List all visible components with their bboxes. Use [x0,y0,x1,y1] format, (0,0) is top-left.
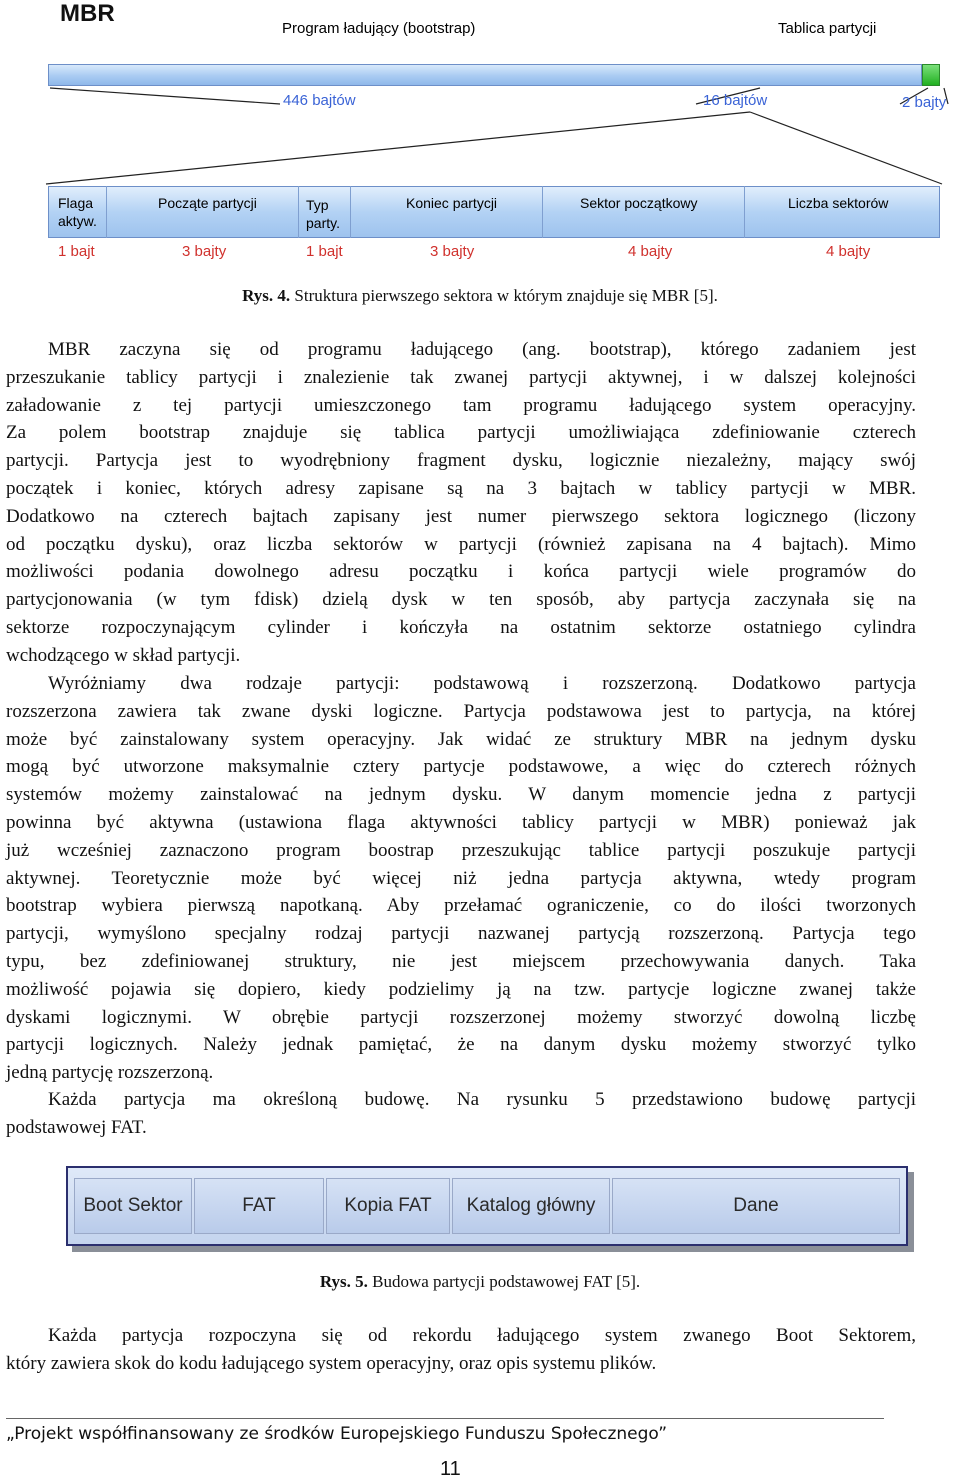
size-table: 16 bajtów [703,92,768,109]
footer-divider [6,1418,884,1419]
text-line: sektorze rozpoczynającym cylinder i kończyła na ostatnim sektorze ostatniego cylindra [6,616,916,638]
fat-cell-root-directory: Katalog główny [452,1178,610,1234]
figure-caption-4 [0,286,960,306]
field-divider [350,186,351,238]
text-line: załadowanie z tej partycji umieszczonego tam programu ładującego system operacyjny. [6,394,916,416]
text-line: możliwości podania dowolnego adresu początku i końca partycji wiele programów do [6,561,916,583]
text-line: jedną partycję rozszerzoną. [6,1062,214,1084]
partition-table-label: Tablica partycji [778,20,877,37]
field-divider [298,186,299,238]
figure-caption-5 [0,1272,960,1292]
field-label-partition-start: Począte partycji [158,195,257,211]
mbr-title: MBR [60,0,115,27]
field-label-start-sector: Sektor początkowy [580,195,698,211]
fat-cell-boot-sector: Boot Sektor [74,1178,192,1234]
bootstrap-label: Program ładujący (bootstrap) [282,20,476,37]
text-line: Dodatkowo na czterech bajtach zapisany jest numer pierwszego sektora logicznego (liczony [6,505,916,527]
text-line: partycji. Partycja jest to wyodrębniony fragment dysku, logicznie niezależny, mający swój [6,450,916,472]
field-label-partition-end: Koniec partycji [406,195,498,211]
field-size-sector-count: 4 bajty [826,243,871,260]
text-line: partycji, wymyślono specjalny rodzaj partycji nazwanej partycją rozszerzoną. Partycja tego [6,923,916,945]
text-line: już wcześniej zaznaczono program boostrap przeszukując tablice partycji poszukuje partycji [6,839,916,861]
text-line: Każda partycja rozpoczyna się od rekordu ładującego system zwanego Boot Sektorem, [48,1325,916,1346]
paragraph-partition-types [6,670,916,1087]
field-divider [542,186,543,238]
text-line: Wyróżniamy dwa rodzaje partycji: podstawową i rozszerzoną. Dodatkowo partycja [48,673,916,694]
footer-text: „Projekt współfinansowany ze środków Europejskiego Funduszu Społecznego” [6,1424,668,1444]
fat-cell-fat: FAT [194,1178,324,1234]
paragraph-mbr [6,336,916,670]
text-line: aktywnej. Teoretycznie może być więcej niż jedna partycja aktywna, wtedy program [6,867,916,889]
text-line: bootstrap wybiera pierwszą napotkaną. Aby przełamać ograniczenie, co do ilości tworzonych [6,895,916,917]
size-bootstrap: 446 bajtów [283,92,356,109]
field-size-start-sector: 4 bajty [628,243,673,260]
text-line: który zawiera skok do kodu ładującego system operacyjny, oraz opis systemu plików. [6,1352,657,1374]
text-line: partycji logicznych. Należy jednak pamiętać, że na danym dysku możemy stworzyć tylko [6,1034,916,1056]
text-line: możliwość pojawia się dopiero, kiedy podzielimy ją na tzw. partycje logiczne zwanej także [6,978,916,1000]
text-line: powinna być aktywna (ustawiona flaga aktywności tablicy partycji w MBR) ponieważ jak [6,811,916,833]
text-line: podstawowej FAT. [6,1116,147,1138]
mbr-connector-lines [0,0,960,200]
field-size-partition-type: 1 bajt [306,243,343,260]
field-label-sector-count: Liczba sektorów [788,195,889,211]
fat-cell-fat-copy: Kopia FAT [326,1178,450,1234]
field-size-active-flag: 1 bajt [58,243,95,260]
field-divider [744,186,745,238]
field-size-partition-end: 3 bajty [430,243,475,260]
caption-text: Budowa partycji podstawowej FAT [5]. [367,1272,641,1291]
text-line: MBR zaczyna się od programu ładującego (ang. bootstrap), którego zadaniem jest [48,339,916,360]
paragraph-boot-sector [6,1322,916,1378]
text-line: Za polem bootstrap znajduje się tablica partycji umożliwiająca zdefiniowanie czterech [6,422,916,444]
text-line: systemów możemy zainstalować na jednym dysku. W danym momencie jedna z partycji [6,784,916,806]
text-line: rozszerzona zawiera tak zwane dyski logiczne. Partycja podstawowa jest to partycja, na której [6,700,916,722]
page-number: 11 [440,1458,461,1480]
text-line: może być zainstalowany system operacyjny. Jak widać ze struktury MBR na jednym dysku [6,728,916,750]
field-divider [106,186,107,238]
text-line: początek i koniec, których adresy zapisane są na 3 bajtach w tablicy partycji w MBR. [6,477,916,499]
fat-cell-data: Dane [612,1178,900,1234]
text-line: partycjonowania (w tym fdisk) dzielą dysk w ten sposób, aby partycja zaczynała się na [6,589,916,611]
caption-prefix: Rys. 4. [242,286,291,305]
caption-prefix: Rys. 5. [319,1272,368,1291]
paragraph-partition-structure [6,1086,916,1142]
size-signature: 2 bajty [902,94,947,111]
text-line: Każda partycja ma określoną budowę. Na rysunku 5 przedstawiono budowę partycji [48,1089,916,1110]
text-line: typu, bez zdefiniowanej struktury, nie jest miejscem przechowywania danych. Taka [6,950,916,972]
text-line: przeszukanie tablicy partycji i znalezienie tak zwanej partycji aktywnej, i w dalszej kolejności [6,366,916,388]
text-line: mogą być utworzone maksymalnie cztery partycje podstawowe, a więc do czterech różnych [6,756,916,778]
text-line: wchodzącego w skład partycji. [6,644,241,666]
field-label-partition-type: Typ party. [306,197,340,231]
text-line: dyskami logicznymi. W obrębie partycji rozszerzonej możemy stworzyć dowolną liczbę [6,1006,916,1028]
field-size-partition-start: 3 bajty [182,243,227,260]
field-label-active-flag: Flaga aktyw. [58,195,97,229]
text-line: od początku dysku), oraz liczba sektorów w partycji (również zapisana na 4 bajtach). Mimo [6,533,916,555]
caption-text: Struktura pierwszego sektora w którym znajduje się MBR [5]. [290,286,718,305]
